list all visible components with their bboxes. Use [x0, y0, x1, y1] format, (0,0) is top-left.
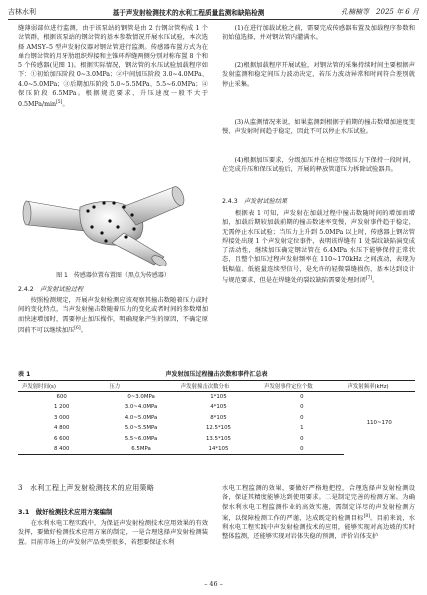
running-title: 基于声发射检测技术的水利工程质量监测和缺陷检测 — [112, 9, 265, 17]
table-cell: 8*105 — [210, 414, 227, 421]
table-cell: 0 — [300, 435, 304, 442]
table-title: 声发射加压过程撞击次数和事件汇总表 — [165, 371, 268, 378]
table-row — [18, 392, 415, 403]
right-paragraph-2: (2)根据加载程序开展试验，对钢岔管的采集持续时间主要根据声发射监测和稳定间压力波动决定，若压力波动异常和时间符合差别就停止采集。 — [222, 62, 415, 88]
table-cell: 0~3.0MPa — [127, 394, 155, 400]
table-cell: 0 — [300, 404, 304, 411]
table-cell: 6.5MPa — [105, 444, 176, 455]
table-cell: 8 400 — [18, 444, 105, 455]
table-header-cell: 声发射频率(kHz) — [344, 381, 416, 392]
section-3-1-heading: 3.1 做好检测技术应用方案编制 — [18, 508, 113, 516]
figure-caption: 图 1 传感器位置布置图（黑点为传感器） — [56, 272, 170, 279]
table-cell: 5.5~6.0MPa — [124, 435, 158, 442]
table-cell: 1*105 — [210, 394, 227, 400]
table-header-cell: 声发射时间(s) — [18, 381, 105, 392]
data-table — [18, 380, 415, 455]
table-number: 表 1 — [18, 371, 31, 378]
table-header-cell: 压力 — [105, 381, 176, 392]
right-paragraph-3: (3)从监测情况来说，如果监测到根据于前期的撞击数增加速度变慢，声发射时间趋于稳定，因此不可以停止水压试验。 — [222, 119, 415, 136]
table-cell: 4 800 — [53, 425, 70, 432]
right-paragraph-6: 水电工程监测的效果，要做好严格地把控，合理选择声发射检测设备，保证其精度能够达到使用要求。二是制定完善的检测方案。为确保水利水电工程监测作业的高效实施，需制定详尽的声发射检测方案，以保障检测工作的严谨，达成既定的检测目标[8]。目前来说，水利水电工程实践中声发射检测技术的应用，能够实现对高边坡的实时整体监测，还能够实现对岩体失稳的预测，评价岩体支护 — [222, 485, 416, 541]
right-paragraph-5: 根据表 1 可知，声发射在加载过程中撞击数随时间的增加而增加，加载后期较加载前期的撞击数速率变慢，声发射事件趋于稳定，无需停止水压试验；当压力上升到 5.0MPa 以上时，传感器上钢岔管焊接处出现 1 个声发射定位事件，表明该焊缝有 1 处裂纹缺陷演变成了活动性，继续加压确定钢岔管在 6.4MPa 水压下能够保持正常状态，且整个加压过程声发射频率在 110~170kHz 之间波动，表现为低幅值、低能量连续型信号，是允许的轻微裂缝损伤，基本达到设计与规范要求，但是在焊缝处的裂纹缺陷需要处理封闭[7]。 — [222, 210, 415, 284]
table-cell: 0 — [300, 414, 304, 421]
table-cell: 12.5*105 — [205, 425, 231, 432]
left-paragraph-3: 在水利水电工程实践中，为保证声发射检测技术应用效果的有效发挥，要做好检测技术应用方案的制定，一是合理选择声发射检测装置。目前市场上的声发射产品类型很多，若想要保证水利 — [18, 520, 208, 546]
sensor-layout-figure — [14, 181, 210, 266]
table-cell: 0 — [260, 444, 343, 455]
table-cell: 6 600 — [53, 435, 70, 442]
page-number: – 46 – — [204, 580, 223, 588]
table-cell: 13.5*105 — [205, 435, 231, 442]
author-date: 孔楠楠等 2025 年 6 月 — [341, 8, 419, 16]
table-cell: 4*105 — [210, 404, 227, 411]
header-rule — [8, 19, 419, 20]
running-header — [8, 5, 419, 19]
subsection-2-4-3: 2.4.3 声发射试验结果 — [222, 198, 288, 205]
table-caption — [18, 369, 415, 378]
table-cell: 14*105 — [177, 444, 260, 455]
left-paragraph-1: 缝薄弱部位进行监测，由于该泵站的钢管是由 2 台钢岔管构成 1 个岔管群，根据该泵站的钢岔管的基本参数情况开展水压试验，本次选择 AMSY–5 型声发射仪器对钢岔管进行监测。传感器布置方式为在单台钢岔管的月牙肋组织焊接和主锥环焊缝两侧分别对称布置 8 个和 5 个传感器(见图 1)。根据实际情况，钢岔管的水压试验加载程序如下：①初始加压阶段 0~3.0MPa；②中间加压阶段 3.0~4.0MPa、4.0~5.0MPa；③后期加压阶段 5.0~5.5MPa、5.5~6.0MPa；④保压阶段 6.5MPa。根据规范要求，升压速度一般不大于 0.5MPa/min[5]。 — [18, 25, 208, 109]
right-paragraph-1: (1)在进行加载试验之前，需要完成传感器布置及加载程序参数和初始值选择，并对钢岔管内灌满水。 — [222, 25, 415, 42]
right-paragraph-4: (4)根据加压要求，分级加压并在相应等级压力下保持一段时间，在完成升压和保压试验后，开展的释放管道压力拆除试验器具。 — [222, 157, 415, 174]
table-cell: 1 200 — [53, 404, 70, 411]
subsection-2-4-2: 2.4.2 声发射试验过程 — [18, 286, 84, 293]
table-cell: 4.0~5.0MPa — [124, 414, 158, 421]
table-cell: 5.0~5.5MPa — [124, 425, 158, 432]
table-header-cell: 声发射事件定位个数 — [260, 381, 343, 392]
section-3-heading: 3 水利工程上声发射检测技术的应用策略 — [18, 484, 155, 492]
table-cell: 3 000 — [53, 414, 70, 421]
table-header-row — [18, 381, 415, 392]
table-cell: 3.0~4.0MPa — [124, 404, 158, 411]
journal-name: 吉林水利 — [8, 8, 36, 16]
table-cell: 0 — [300, 394, 304, 400]
left-paragraph-2: 按照检测规定，开展声发射检测应该观察其撞击数随着压力或时间的变化特点，当声发射撞击数随着压力的变化或者时间的参数增加而快速增加时，需要停止加压操作，明确现象产生的原因，不确定原因前不可以继续加压[6]。 — [18, 297, 208, 334]
table-cell: 1 — [300, 425, 304, 432]
table-cell: 600 — [56, 394, 67, 400]
table-header-cell: 声发射撞击次数分布 — [177, 381, 260, 392]
frequency-cell: 110~170 — [366, 420, 392, 427]
